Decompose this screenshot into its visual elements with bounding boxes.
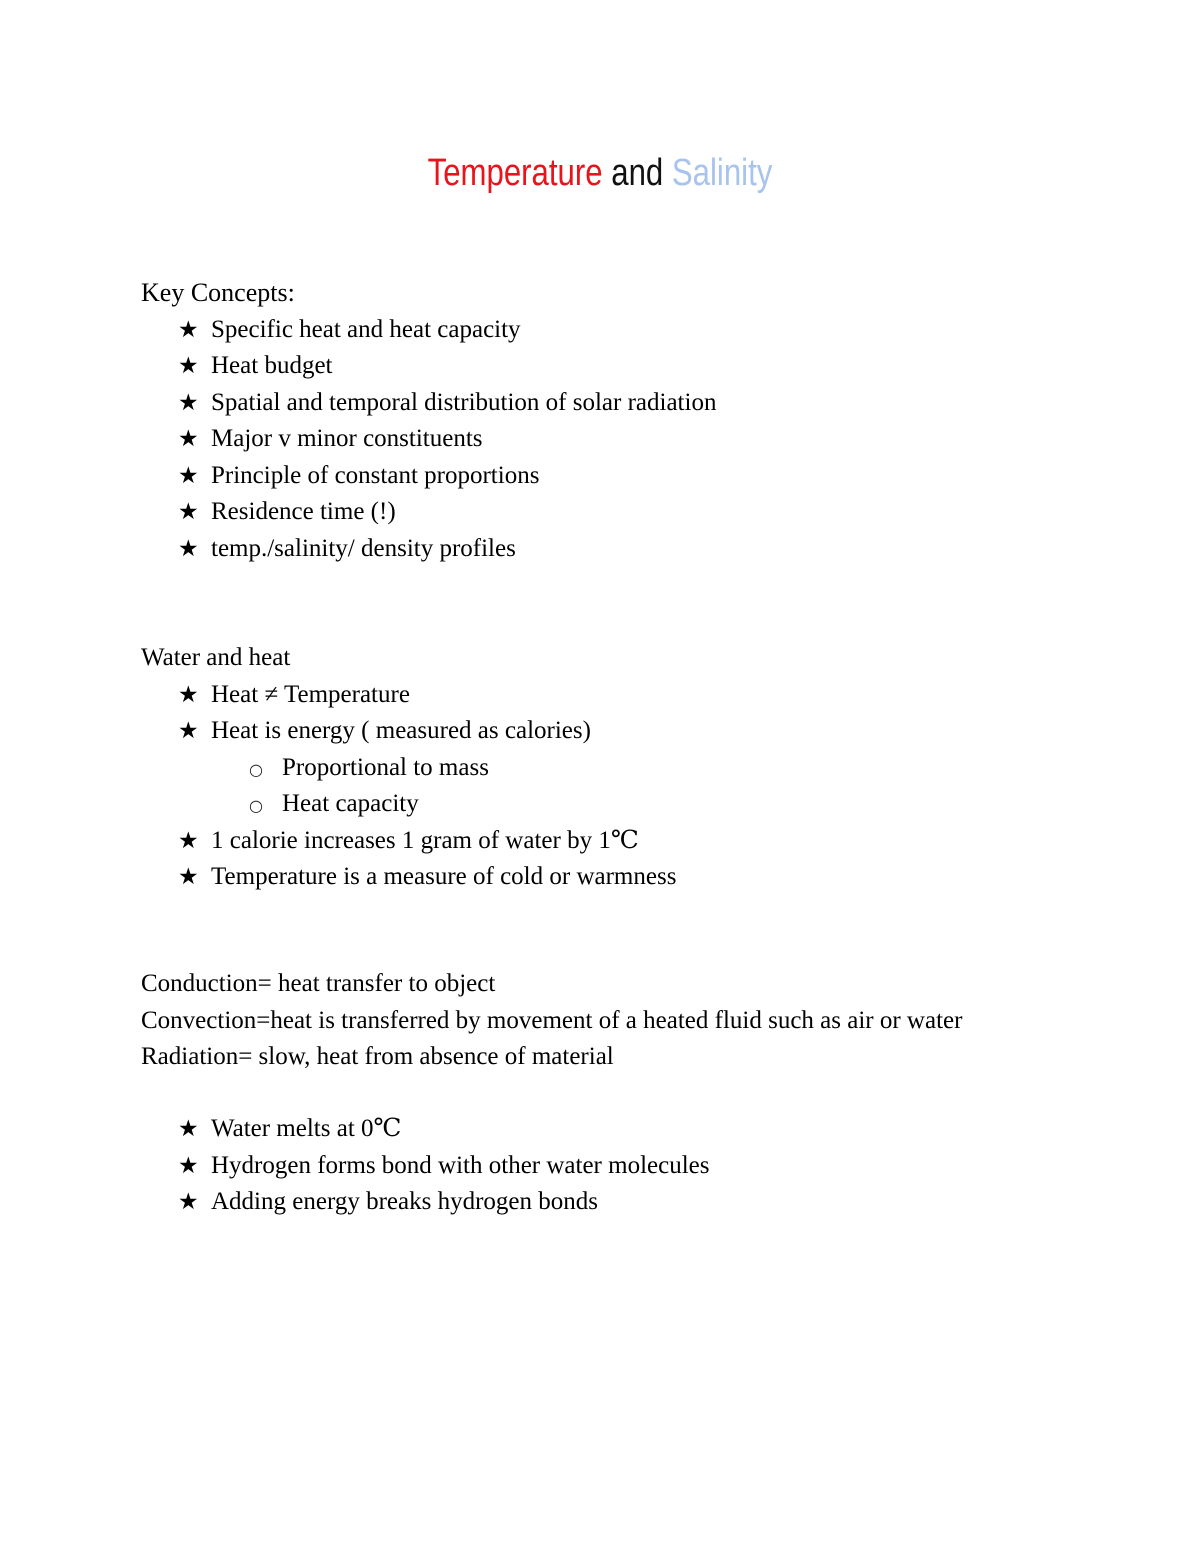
list-item bbox=[141, 1184, 710, 1221]
key-concepts-section bbox=[141, 275, 716, 567]
sub-list-item-text: Heat capacity bbox=[282, 790, 419, 817]
water-facts-section bbox=[141, 1111, 710, 1221]
list-item bbox=[141, 531, 716, 568]
circle-bullet-icon: ○ bbox=[249, 759, 263, 779]
list-item-text: 1 calorie increases 1 gram of water by 1℃ bbox=[211, 826, 639, 854]
list-item bbox=[141, 312, 716, 349]
star-bullet-icon: ★ bbox=[178, 426, 199, 452]
star-bullet-icon: ★ bbox=[178, 499, 199, 525]
list-item-text: Principle of constant proportions bbox=[211, 461, 540, 489]
star-bullet-icon: ★ bbox=[178, 827, 199, 854]
star-bullet-icon: ★ bbox=[178, 353, 199, 379]
list-item bbox=[141, 458, 716, 495]
circle-bullet-icon: ○ bbox=[249, 796, 263, 815]
list-item-text: Major v minor constituents bbox=[211, 425, 483, 452]
sub-list-item bbox=[141, 750, 676, 787]
star-bullet-icon: ★ bbox=[178, 681, 199, 708]
title-part-salinity: Salinity bbox=[671, 152, 773, 194]
convection-definition: Convection=heat is transferred by movement of a heated fluid such as air or water bbox=[141, 1006, 963, 1034]
star-bullet-icon: ★ bbox=[178, 864, 199, 890]
star-bullet-icon: ★ bbox=[178, 1189, 199, 1215]
star-bullet-icon: ★ bbox=[178, 1152, 199, 1179]
list-item-text: Heat ≠ Temperature bbox=[211, 680, 410, 708]
list-item-text: Temperature is a measure of cold or warmness bbox=[211, 863, 677, 890]
list-item bbox=[141, 421, 716, 458]
title-part-temperature: Temperature bbox=[427, 152, 603, 194]
water-and-heat-section bbox=[141, 640, 676, 896]
list-item-text: Spatial and temporal distribution of solar radiation bbox=[211, 388, 717, 416]
star-bullet-icon: ★ bbox=[178, 718, 199, 744]
heat-transfer-section bbox=[141, 966, 962, 1076]
list-item bbox=[141, 859, 676, 896]
list-item bbox=[141, 348, 716, 385]
water-and-heat-heading: Water and heat bbox=[141, 644, 291, 671]
sub-list-item-text: Proportional to mass bbox=[282, 753, 489, 781]
radiation-definition: Radiation= slow, heat from absence of material bbox=[141, 1043, 614, 1070]
star-bullet-icon: ★ bbox=[178, 462, 199, 489]
list-item bbox=[141, 385, 716, 422]
list-item-text: Heat budget bbox=[211, 352, 333, 379]
title-part-and: and bbox=[611, 152, 664, 194]
sub-list-item bbox=[141, 786, 676, 823]
list-item-text: Residence time (!) bbox=[211, 498, 396, 525]
star-bullet-icon: ★ bbox=[178, 535, 199, 562]
list-item bbox=[141, 823, 676, 860]
list-item-text: temp./salinity/ density profiles bbox=[211, 534, 516, 562]
list-item bbox=[141, 713, 676, 750]
star-bullet-icon: ★ bbox=[178, 316, 199, 343]
list-item bbox=[141, 1148, 710, 1185]
conduction-definition: Conduction= heat transfer to object bbox=[141, 970, 496, 997]
list-item-text: Heat is energy ( measured as calories) bbox=[211, 717, 591, 744]
star-bullet-icon: ★ bbox=[178, 389, 199, 416]
page-title bbox=[108, 148, 1092, 198]
list-item bbox=[141, 1111, 710, 1148]
star-bullet-icon: ★ bbox=[178, 1116, 199, 1142]
key-concepts-heading: Key Concepts: bbox=[141, 278, 295, 307]
list-item-text: Hydrogen forms bond with other water molecules bbox=[211, 1151, 710, 1179]
list-item-text: Specific heat and heat capacity bbox=[211, 315, 521, 343]
list-item bbox=[141, 677, 676, 714]
list-item-text: Adding energy breaks hydrogen bonds bbox=[211, 1188, 598, 1215]
list-item-text: Water melts at 0℃ bbox=[211, 1115, 402, 1142]
list-item bbox=[141, 494, 716, 531]
